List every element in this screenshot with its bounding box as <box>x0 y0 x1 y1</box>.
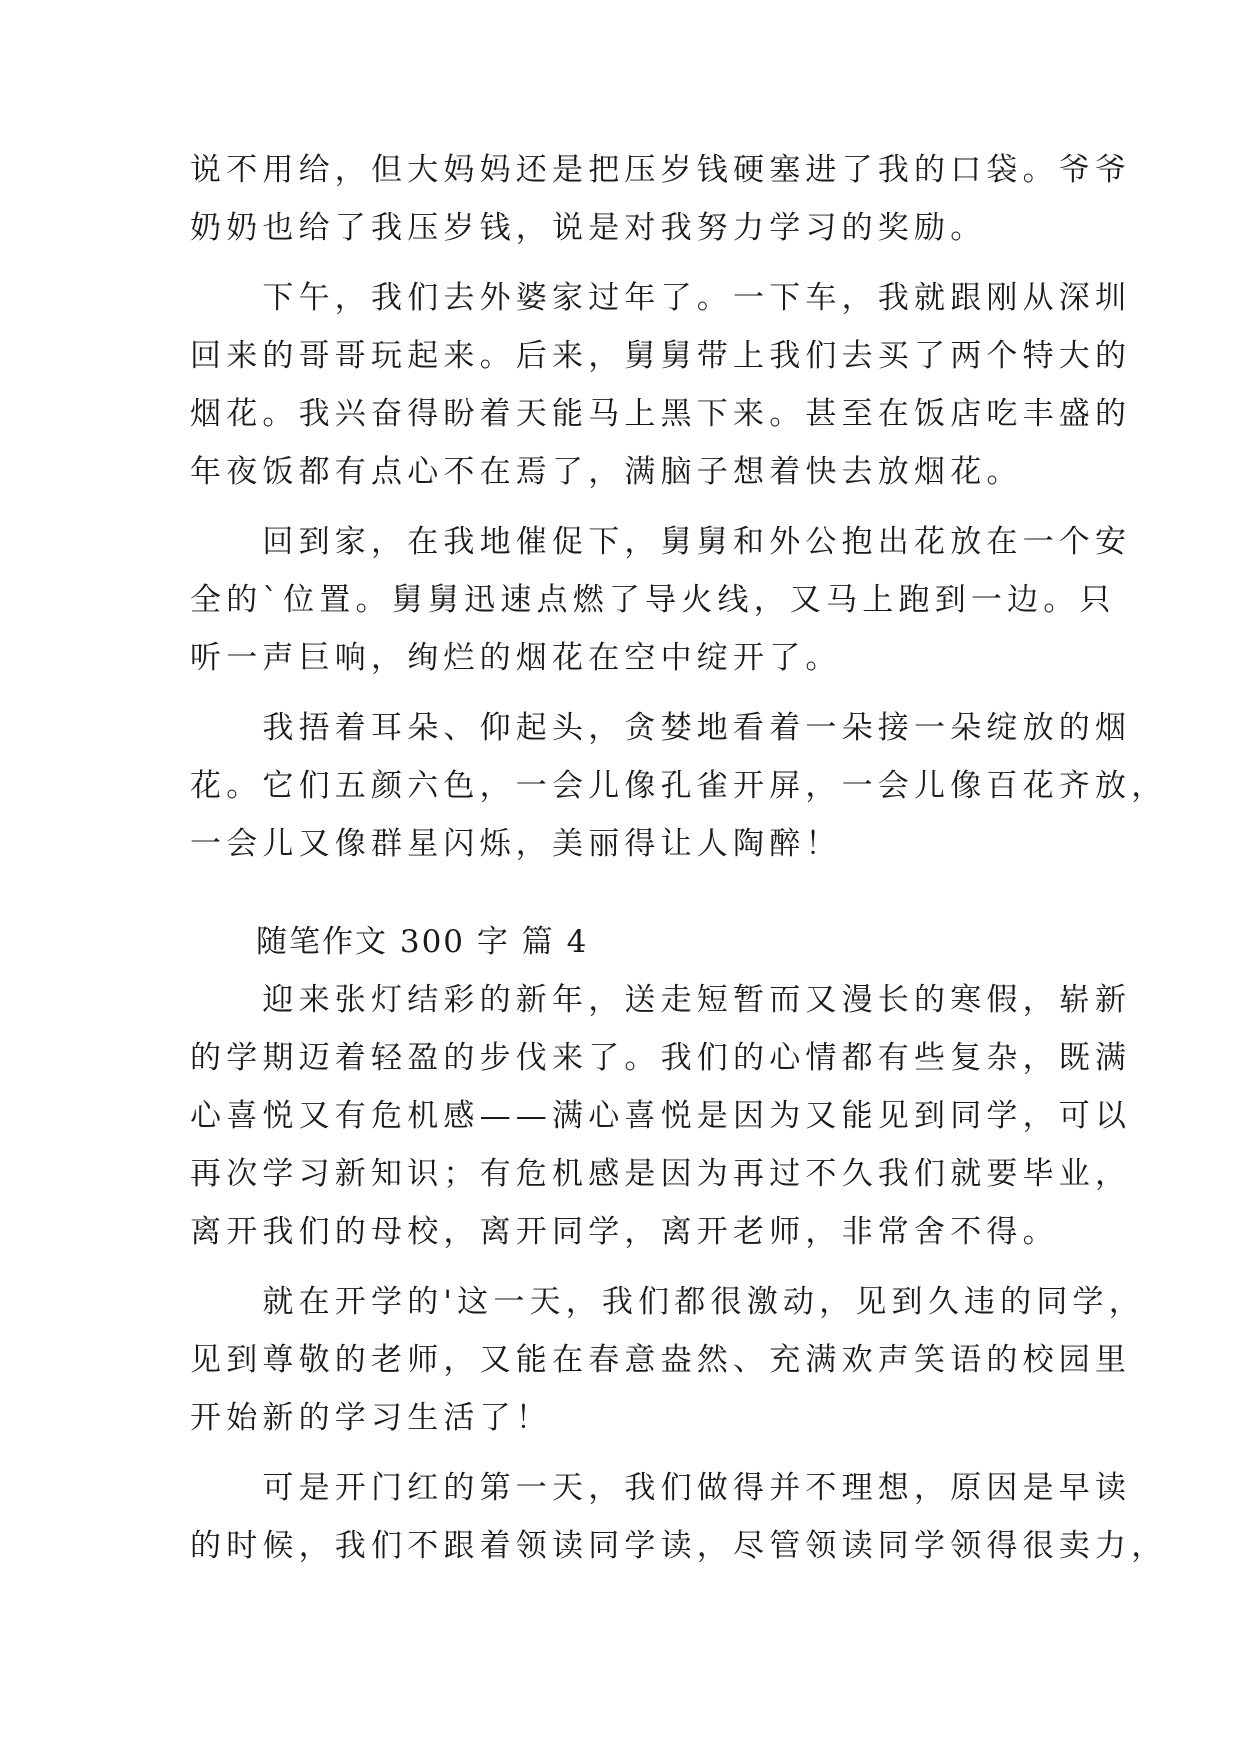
text-line: 烟花。我兴奋得盼着天能马上黑下来。甚至在饭店吃丰盛的 <box>190 396 1132 432</box>
text-line: 的学期迈着轻盈的步伐来了。我们的心情都有些复杂，既满 <box>190 1040 1132 1076</box>
text-line: 我捂着耳朵、仰起头，贪婪地看着一朵接一朵绽放的烟 <box>190 710 1132 746</box>
text-line: 回到家，在我地催促下，舅舅和外公抱出花放在一个安 <box>190 524 1132 560</box>
text-line: 迎来张灯结彩的新年，送走短暂而又漫长的寒假，崭新 <box>190 982 1132 1018</box>
text-line: 花。它们五颜六色，一会儿像孔雀开屏，一会儿像百花齐放， <box>190 768 1168 804</box>
text-line: 心喜悦又有危机感——满心喜悦是因为又能见到同学，可以 <box>190 1098 1132 1134</box>
section-heading: 随笔作文 300 字 篇 4 <box>190 924 589 960</box>
text-line: 一会儿又像群星闪烁，美丽得让人陶醉！ <box>190 826 842 862</box>
text-line: 开始新的学习生活了！ <box>190 1400 552 1436</box>
text-line: 离开我们的母校，离开同学，离开老师，非常舍不得。 <box>190 1214 1059 1250</box>
text-line: 年夜饭都有点心不在焉了，满脑子想着快去放烟花。 <box>190 454 1023 490</box>
text-line: 就在开学的'这一天，我们都很激动，见到久违的同学， <box>190 1284 1145 1320</box>
text-line: 听一声巨响，绚烂的烟花在空中绽开了。 <box>190 640 842 676</box>
text-line: 可是开门红的第一天，我们做得并不理想，原因是早读 <box>190 1470 1132 1506</box>
text-line: 全的`位置。舅舅迅速点燃了导火线，又马上跑到一边。只 <box>190 582 1116 618</box>
text-line: 奶奶也给了我压岁钱，说是对我努力学习的奖励。 <box>190 210 987 246</box>
text-line: 回来的哥哥玩起来。后来，舅舅带上我们去买了两个特大的 <box>190 338 1132 374</box>
text-line: 说不用给，但大妈妈还是把压岁钱硬塞进了我的口袋。爷爷 <box>190 152 1132 188</box>
text-line: 再次学习新知识；有危机感是因为再过不久我们就要毕业， <box>190 1156 1132 1192</box>
text-line: 见到尊敬的老师，又能在春意盎然、充满欢声笑语的校园里 <box>190 1342 1132 1378</box>
text-line: 的时候，我们不跟着领读同学读，尽管领读同学领得很卖力， <box>190 1528 1168 1564</box>
text-line: 下午，我们去外婆家过年了。一下车，我就跟刚从深圳 <box>190 280 1132 316</box>
